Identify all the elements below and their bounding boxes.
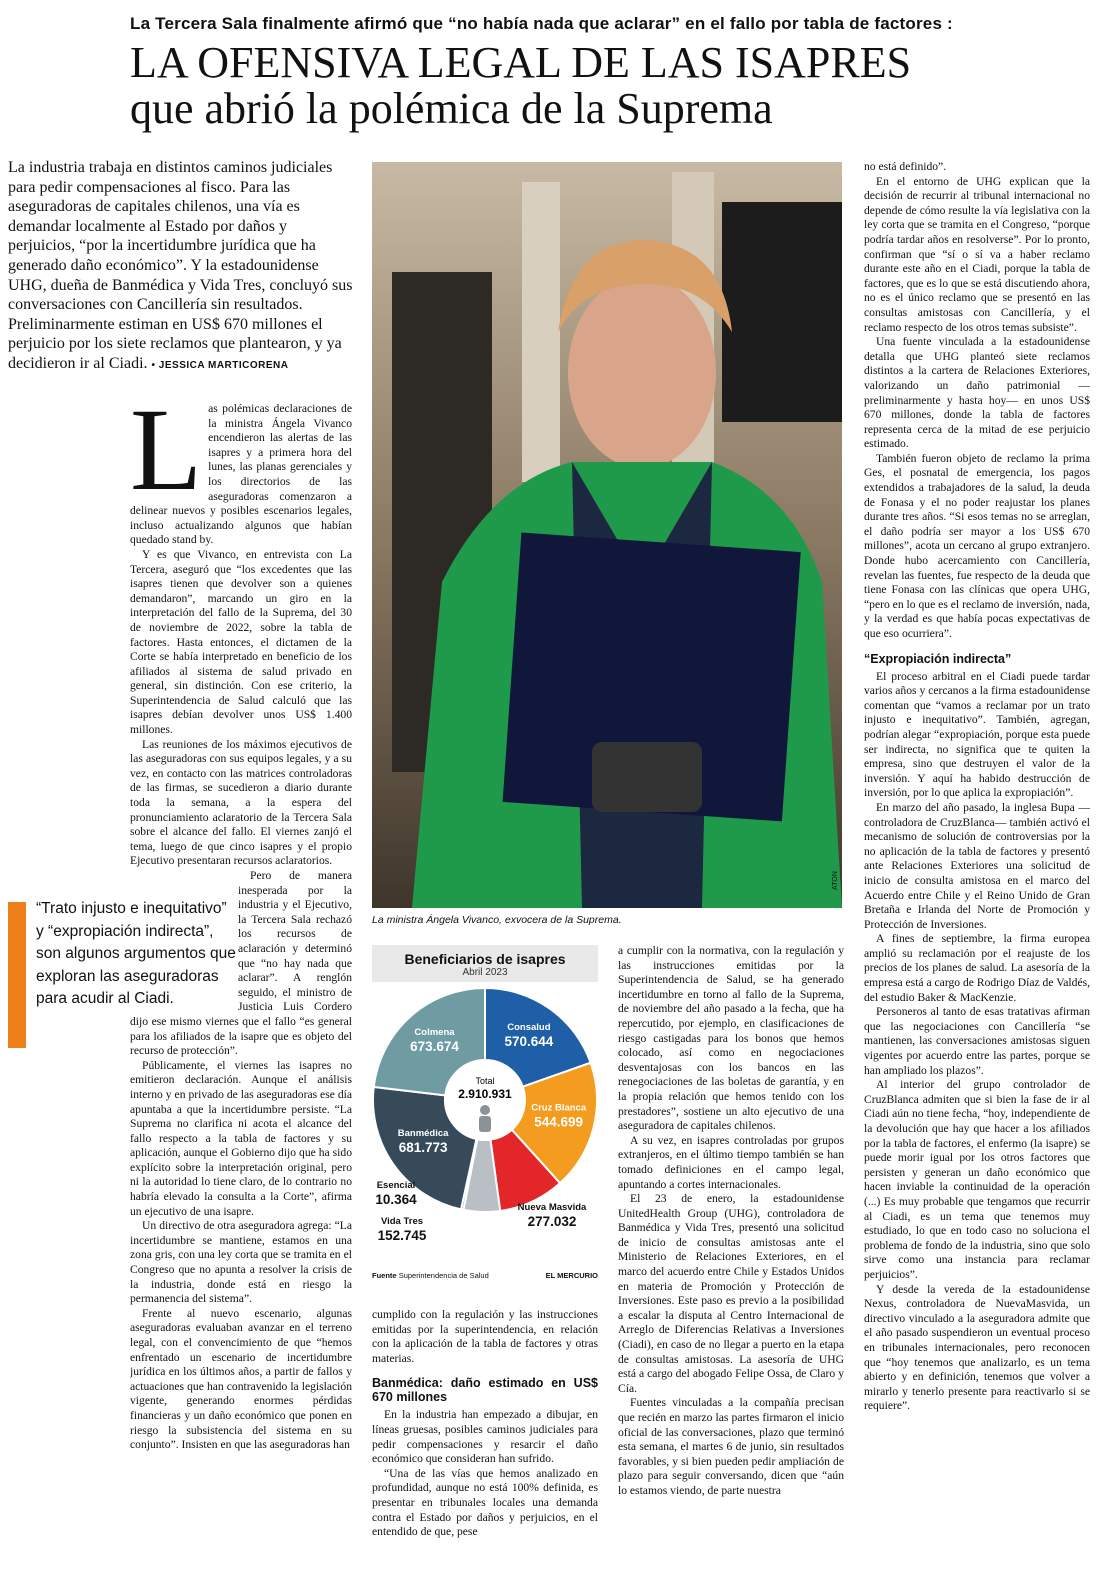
paragraph: A fines de septiembre, la firma europea amplió su reclamación por el reajuste de los precios de los planes de salud. La asesoría de la empresa está a cargo de Rodrigo Díaz de Valdés, del estudio Baker & MacKenzie. (864, 932, 1090, 1004)
paragraph: Frente al nuevo escenario, algunas aseguradoras evaluaban avanzar en el terreno legal, con el convencimiento de que “hemos enfrentado un escenario de incertidumbre jurídica en los últimos años, a partir de fallos y actuaciones que han contravenido la legislación vigente, generando enormes pérdidas financieras y un daño económico que ponen en riesgo la subsistencia del sistema en su conjunto”. Insisten en que las aseguradoras han (130, 1306, 352, 1452)
slice-value: 681.773 (398, 1140, 448, 1156)
drop-cap: L (130, 402, 203, 515)
total-label: Total (475, 1076, 495, 1086)
paragraph: Al interior del grupo controlador de CruzBlanca admiten que si bien la fase de ir al Ciadi aún no tiene fecha, “hoy, independiente de la devolución que hay que hacer a los afiliados por la tabla de factores, el enfermo (la isapre) se puede morir igual por los otros factores que persisten y generan un daño económico que hacen inviable la continuidad de la operación (...) Es muy probable que tengamos que recurrir al Ciadi, es un tema que tenemos muy estudiado, lo que en todo caso no soluciona el problema de fondo de la industria, sino que solo sirve como una instancia para reclamar perjuicios”. (864, 1078, 1090, 1281)
paragraph: En marzo del año pasado, la inglesa Bupa —controladora de CruzBlanca— también activó el mecanismo de solución de controversias por la no aplicación de la tabla de factores y presentó ante Relaciones Exteriores una solicitud de inicio de consulta amistosa en el marco del Acuerdo entre Chile y el Reino Unido de Gran Bretaña e Irlanda del Norte de Promoción y Protección de Inversiones. (864, 800, 1090, 931)
paragraph: Públicamente, el viernes las isapres no emitieron declaración. Aunque el análisis interno y en privado de las aseguradoras ese día apuntaba a que la incertidumbre persiste. “La Suprema no clarifica ni acota el alcance del fallo respecto a la tabla de factores y su aplicación, aunque el Gobierno dijo que ha sido explícito sobre la interpretación original, pero ni la autoridad lo tiene claro, de lo contrario no habría elevado la consulta a la Corte”, afirma un ejecutivo de una isapre. (130, 1058, 352, 1218)
lead-paragraph (8, 158, 358, 376)
paragraph: En el entorno de UHG explican que la decisión de recurrir al tribunal internacional no depende de cómo resulte la vía legislativa con la ley corta que se tramita en el Congreso, “porque podría tardar años en resolverse”. Por lo pronto, confirman que “sí o sí va a haber reclamo durante este año en el Ciadi, porque la tabla de factores, que es lo que se está discutiendo ahora, no es el único reclamo que se presentó en las consultas amistosas con Cancillería, y el reclamo respecto de los otros temas subsiste”. (864, 174, 1090, 334)
slice-value: 152.745 (377, 1228, 427, 1242)
slice-value: 544.699 (534, 1114, 584, 1130)
paragraph: Fuentes vinculadas a la compañía precisan que recién en marzo las partes firmaron el inicio oficial de las conversaciones, plazo que terminó esta semana, el martes 6 de junio, sin resultados favorables, y si bien pueden pedir ampliación de plazo para seguir conversando, dicen que “aún lo estamos viendo, de parte nuestra (618, 1396, 844, 1497)
chart-title: Beneficiarios de isapres (404, 951, 566, 967)
paragraph: También fueron objeto de reclamo la prima Ges, el posnatal de emergencia, los pagos extendidos a trabajadores de la salud, la deuda de Fonasa y el no poder reajustar los planes durante tres años. “Si esos temas no se arreglan, el daño podría ser mayor a los US$ 670 millones”, acota un cercano al grupo extranjero. Donde hubo acercamiento con Cancillería, revelan las fuentes, fue respecto de la deuda que tiene Fonasa con las clínicas que opera UHG, “pero en lo que es el reclamo de inversión, nada, y la verdad es que había pocas expectativas de que eso ocurriera”. (864, 451, 1090, 640)
paragraph: as polémicas declaraciones de la ministra Ángela Vivanco encendieron las alertas de las isapres y a primera hora del lunes, las planas gerenciales y los directorios de las aseguradoras comenzaron a delinear nuevos y posibles escenarios legales, incluso actualizando algunos que habían quedado stand by. (130, 402, 352, 547)
paragraph: El proceso arbitral en el Ciadi puede tardar varios años y cercanos a la firma estadounidense comentan que “vamos a reclamar por un trato injusto e inequitativo”. También, agregan, podrían alegar “expropiación, porque esta puede ser indirecta, no significa que te quiten la empresa, sino que destruyen el valor de la inversión. Y aquí ha habido destrucción de inversión, por lo que aplica la expropiación”. (864, 669, 1090, 800)
paragraph: Pero de manera inesperada por la industria y el Ejecutivo, la Tercera Sala rechazó los recursos de aclaración y determinó que “no hay nada que aclarar”. A renglón seguido, el ministro de Justicia Luis Cordero dijo ese mismo viernes que el fallo “es general para los afiliados de la isapre que es objeto del recurso de protección”. (130, 869, 352, 1058)
paragraph: Las reuniones de los máximos ejecutivos de las aseguradoras con sus equipos legales, y a su vez, en contacto con las matrices controladoras de las firmas, se sucedieron a diario durante toda la semana, a la espera del pronunciamiento aclaratorio de la Tercera Sala sobre el alcance del fallo. El viernes zanjó el tema, luego de que cinco isapres y el propio Ejecutivo presentaran recursos aclaratorios. (130, 737, 352, 868)
column-4 (864, 160, 1090, 1414)
slice-label: Cruz Blanca (531, 1102, 587, 1114)
slice-label: Banmédica (397, 1128, 449, 1140)
paragraph: Una fuente vinculada a la estadounidense detalla que UHG planteó siete reclamos distintos a la cartera de Relaciones Exteriores, valorizando un daño patrimonial —preliminarmente y hasta hoy— en unos US$ 670 millones, donde la tabla de factores representa cerca de la mitad de ese perjuicio estimado. (864, 335, 1090, 451)
person-icon (479, 1105, 491, 1132)
paragraph: Y es que Vivanco, en entrevista con La Tercera, aseguró que “los excedentes que las isapres tienen que devolver son a quienes demandaron”, marcando un giro en la interpretación del fallo de la Suprema, del 30 de noviembre de 2022, sobre la tabla de factores. Hasta entonces, el dictamen de la Corte se había interpretado en beneficio de los afiliados al sistema de salud privado en general, sin distinción. Con ese criterio, la Superintendencia de Salud calculó que las isapres debían devolver unos US$ 1.400 millones. (130, 547, 352, 737)
photo-minister (372, 162, 842, 908)
chart-credit: EL MERCURIO (545, 1271, 598, 1280)
paragraph: A su vez, en isapres controladas por grupos extranjeros, en el último tiempo también se han tomado definiciones en el campo legal, apuntando a cortes internacionales. (618, 1133, 844, 1191)
subheading: “Expropiación indirecta” (864, 651, 1012, 666)
column-3 (618, 944, 844, 1499)
byline: • JESSICA MARTICORENA (151, 359, 289, 371)
beneficiaries-chart (372, 945, 598, 1285)
pull-quote: “Trato injusto e inequitativo” y “expropiación indirecta”, son algunos argumentos que exploran las aseguradoras para acudir al Ciadi. (36, 900, 236, 1007)
headline-line-1: LA OFENSIVA LEGAL DE LAS ISAPRES (130, 38, 912, 87)
paragraph: cumplido con la regulación y las instrucciones emitidas por la superintendencia, en relación con la aplicación de la tabla de factores y otras materias. (372, 1308, 598, 1365)
photo-credit: ATON (832, 871, 839, 890)
chart-subtitle: Abril 2023 (462, 967, 508, 978)
pie-chart (372, 982, 598, 1242)
kicker: La Tercera Sala finalmente afirmó que “no había nada que aclarar” en el fallo por tabla de factores : (130, 14, 953, 33)
headline (130, 40, 1090, 132)
source-text: Superintendencia de Salud (398, 1271, 489, 1280)
source-label: Fuente (372, 1271, 397, 1280)
paragraph: no está definido”. (864, 160, 947, 173)
paragraph: Un directivo de otra aseguradora agrega: “La incertidumbre se mantiene, estamos en una zona gris, con una ley corta que se tramita en el Congreso que no apunta a resolver la crisis de la industria, donde está en riesgo la permanencia del sistema”. (130, 1219, 352, 1306)
headline-line-2: que abrió la polémica de la Suprema (130, 84, 773, 133)
chart-source (372, 1271, 489, 1280)
column-2-bottom (372, 1308, 598, 1540)
slice-value: 277.032 (527, 1214, 577, 1229)
paragraph: Personeros al tanto de esas tratativas afirman que las negociaciones con Cancillería “se mantienen, las conversaciones amistosas siguen vigentes por acuerdo entre las partes, porque se han ampliado los plazos”. (864, 1005, 1090, 1077)
slice-label: Vida Tres (380, 1216, 424, 1227)
slice-value: 570.644 (504, 1033, 554, 1049)
total-value: 2.910.931 (458, 1087, 512, 1101)
slice-value: 10.364 (375, 1192, 417, 1207)
paragraph: a cumplir con la normativa, con la regulación y las instrucciones emitidas por la Superintendencia de Salud, se ha generado incertidumbre en torno al fallo de la Suprema, de noviembre del año pasado a la fecha, que ha repercutido, por ejemplo, en clasificaciones de riesgo castigadas para los bonos que hemos colocado, así como en negociaciones desventajosas con los bancos en las renegociaciones de las boletas de garantía, y en la propia relación que hemos tenido con los prestadores”, sostiene un alto ejecutivo de una aseguradora de capitales chilenos. (618, 944, 844, 1133)
slice-value: 673.674 (410, 1039, 459, 1055)
photo-illustration (372, 162, 842, 908)
slice-label: Colmena (414, 1027, 455, 1039)
lead-text: La industria trabaja en distintos caminos judiciales para pedir compensaciones al fisco. Para las aseguradoras de capitales chilenos, una vía es demandar localmente al Estado por daños y perjuicios, “por la incertidumbre jurídica que ha generado daño económico”. Y la estadounidense UHG, dueña de Banmédica y Vida Tres, concluyó sus conversaciones con Cancillería sin resultados. Preliminarmente estiman en US$ 670 millones el perjuicio por los siete reclamos que plantearon, y ya decidieron ir al Ciadi. (8, 159, 353, 372)
subheading: Banmédica: daño estimado en US$ 670 millones (372, 1376, 598, 1405)
paragraph: Y desde la vereda de la estadounidense Nexus, controladora de NuevaMasvida, un directivo vinculado a la aseguradora admite que el año pasado suspendieron un eventual proceso en tribunales internacionales, pero reconocen que “hoy tenemos que analizarlo, es un tema abierto y en definición, tenemos que volver a mirarlo y tenerlo presente para reactivarlo si se requiere”. (864, 1282, 1090, 1413)
slice-label: Consalud (507, 1021, 551, 1033)
paragraph: En la industria han empezado a dibujar, en líneas gruesas, posibles caminos judiciales para pedir compensaciones y resarcir el daño económico que consideran han sufrido. (372, 1408, 598, 1466)
slice-label: Esencial (376, 1180, 416, 1191)
slice-label: Nueva Masvida (517, 1202, 587, 1213)
paragraph: “Una de las vías que hemos analizado en profundidad, aunque no está 100% definida, es presentar en tribunales locales una demanda contra el Estado por daños y perjuicios, en el entendido de que, pese (372, 1466, 598, 1539)
paragraph: El 23 de enero, la estadounidense UnitedHealth Group (UHG), controladora de Banmédica y Vida Tres, presentó una solicitud de inicio de consultas amistosas ante el Ministerio de Relaciones Exteriores, en el marco del acuerdo entre Chile y Estados Unidos en materia de Promoción y Protección de Inversiones. Este paso es previo a la posibilidad a escalar la disputa al Centro Internacional de Arreglo de Diferencias Relativas a Inversiones (Ciadi), en caso de no llegar a puerto en la etapa de consultas amistosas. La asesoría de UHG está a cargo del abogado Felipe Ossa, de Claro y Cía. (618, 1192, 844, 1395)
quote-accent-bar (8, 902, 26, 1048)
photo-caption: La ministra Ángela Vivanco, exvocera de la Suprema. (372, 914, 622, 926)
